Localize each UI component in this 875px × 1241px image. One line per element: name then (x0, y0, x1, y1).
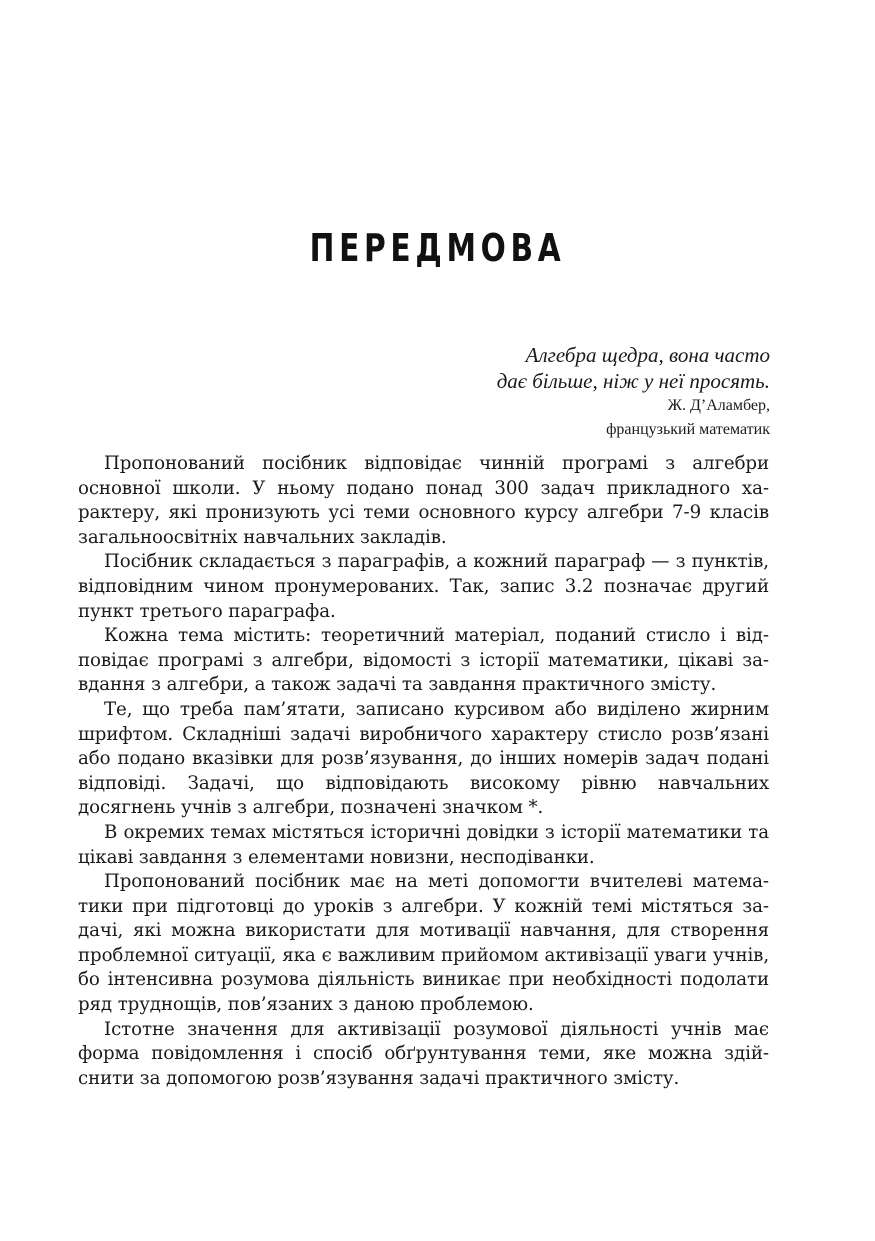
paragraph-7: Істотне значення для активізації розумової діяльності учнів має форма повідомлення і спосіб обґрунтування теми, яке можна здійснити за допомогою розв’язування задачі практичного змісту. (78, 1018, 769, 1089)
paragraph-1: Пропонований посібник відповідає чинній програмі з алгебри основної школи. У ньому подано понад 300 задач прикладного характеру, які пронизують усі теми основного курсу алгебри 7-9 класів загальноосвітніх навчальних закладів. (78, 453, 769, 548)
paragraph-2: Посібник складається з параграфів, а кожний параграф — з пунктів, відповідним чином пронумерованих. Так, запис 3.2 позначає другий пункт третього параграфа. (78, 551, 769, 622)
epigraph-author-role: французький математик (606, 421, 770, 438)
epigraph-quote-line-1: Алгебра щедра, вона часто (525, 343, 770, 367)
paragraph-6: Пропонований посібник має на меті допомогти вчителеві математики при підготовці до уроків з алгебри. У кожній темі містяться задачі, які можна використати для мотивації навчання, для створення проблемної ситуації, яка є важливим прийомом активізації уваги учнів, бо інтенсивна розумова діяльність виникає при необхідності подолати ряд труднощів, пов’язаних з даною проблемою. (78, 871, 769, 1016)
epigraph-quote-line-2: дає більше, ніж у неї просять. (496, 369, 770, 393)
preface-body (78, 452, 769, 1091)
epigraph-author: Ж. Д’Аламбер, (667, 397, 770, 414)
paragraph-5: В окремих темах містяться історичні довідки з історії математики та цікаві завдання з елементами новизни, несподіванки. (78, 821, 769, 868)
paragraph-3: Кожна тема містить: теоретичний матеріал, поданий стисло і відповідає програмі з алгебри, відомості з історії математики, цікаві завдання з алгебри, а також задачі та завдання практичного змісту. (78, 625, 769, 696)
page-title: ПЕРЕДМОВА (309, 226, 566, 270)
paragraph-4: Те, що треба пам’ятати, записано курсивом або виділено жирним шрифтом. Складніші задачі виробничого характеру стисло розв’язані або подано вказівки для розв’язування, до інших номерів задач подані відповіді. Задачі, що відповідають високому рівню навчальних досягнень учнів з алгебри, позначені значком *. (78, 698, 769, 819)
epigraph (270, 342, 770, 442)
